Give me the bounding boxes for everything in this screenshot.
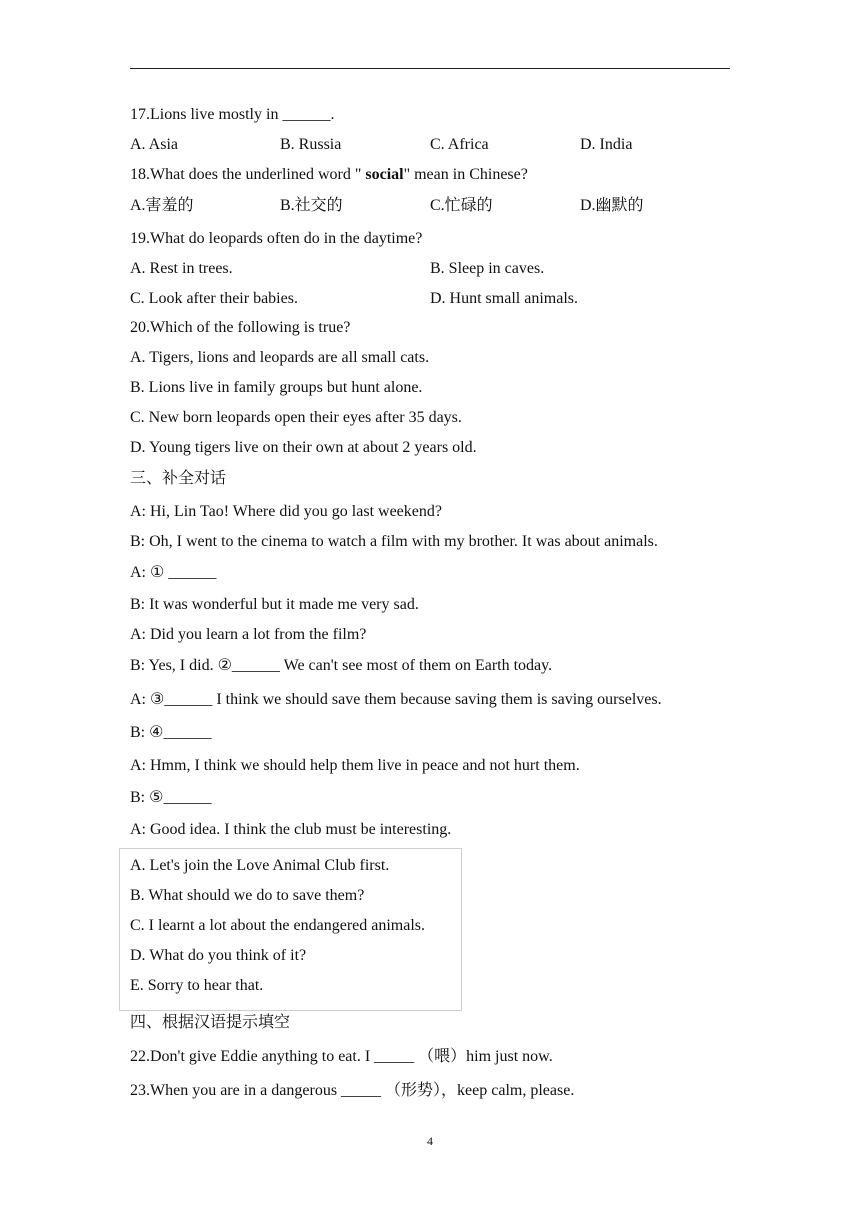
q17-option-a: A. Asia [130, 136, 178, 153]
q17-option-b: B. Russia [280, 136, 342, 153]
section4-heading: 四、根据汉语提示填空 [130, 1014, 291, 1031]
q17-stem: 17.Lions live mostly in ______. [130, 106, 335, 123]
dialogue-line: A: ③______ I think we should save them because saving them is saving ourselves. [130, 691, 662, 708]
q19-option-c: C. Look after their babies. [130, 290, 298, 307]
q19-option-d: D. Hunt small animals. [430, 290, 578, 307]
dialogue-line: B: ⑤______ [130, 789, 212, 806]
q20-option-a: A. Tigers, lions and leopards are all small cats. [130, 349, 430, 366]
section3-heading: 三、补全对话 [130, 470, 227, 487]
dialogue-line: B: Oh, I went to the cinema to watch a film with my brother. It was about animals. [130, 533, 658, 550]
dialogue-line: A: Good idea. I think the club must be interesting. [130, 821, 452, 838]
q18-option-b: B.社交的 [280, 197, 343, 214]
page-number: 4 [427, 1134, 433, 1148]
choice-item: D. What do you think of it? [130, 947, 307, 964]
choice-item: B. What should we do to save them? [130, 887, 365, 904]
q18-option-a: A.害羞的 [130, 197, 194, 214]
q20-option-c: C. New born leopards open their eyes after 35 days. [130, 409, 462, 426]
q17-option-c: C. Africa [430, 136, 489, 153]
q19-option-a: A. Rest in trees. [130, 260, 233, 277]
choice-item: E. Sorry to hear that. [130, 977, 264, 994]
dialogue-line: B: It was wonderful but it made me very sad. [130, 596, 419, 613]
q20-stem: 20.Which of the following is true? [130, 319, 351, 336]
dialogue-line: B: Yes, I did. ②______ We can't see most of them on Earth today. [130, 657, 553, 674]
q18-stem: 18.What does the underlined word " social" mean in Chinese? [130, 166, 528, 183]
fill-item-23: 23.When you are in a dangerous _____ （形势），keep calm, please. [130, 1082, 575, 1099]
q20-option-b: B. Lions live in family groups but hunt alone. [130, 379, 423, 396]
dialogue-line: A: Hi, Lin Tao! Where did you go last weekend? [130, 503, 442, 520]
dialogue-line: A: Did you learn a lot from the film? [130, 626, 367, 643]
dialogue-line: A: ① ______ [130, 564, 217, 581]
choice-item: A. Let's join the Love Animal Club first. [130, 857, 390, 874]
q17-option-d: D. India [580, 136, 633, 153]
q19-option-b: B. Sleep in caves. [430, 260, 545, 277]
q18-option-d: D.幽默的 [580, 197, 644, 214]
q18-bold-word: social [365, 166, 404, 183]
dialogue-line: B: ④______ [130, 724, 212, 741]
q20-option-d: D. Young tigers live on their own at about 2 years old. [130, 439, 477, 456]
q18-option-c: C.忙碌的 [430, 197, 493, 214]
fill-item-22: 22.Don't give Eddie anything to eat. I _____ （喂）him just now. [130, 1048, 553, 1065]
dialogue-line: A: Hmm, I think we should help them live in peace and not hurt them. [130, 757, 580, 774]
header-rule [130, 68, 730, 69]
q19-stem: 19.What do leopards often do in the daytime? [130, 230, 423, 247]
choice-item: C. I learnt a lot about the endangered animals. [130, 917, 426, 934]
